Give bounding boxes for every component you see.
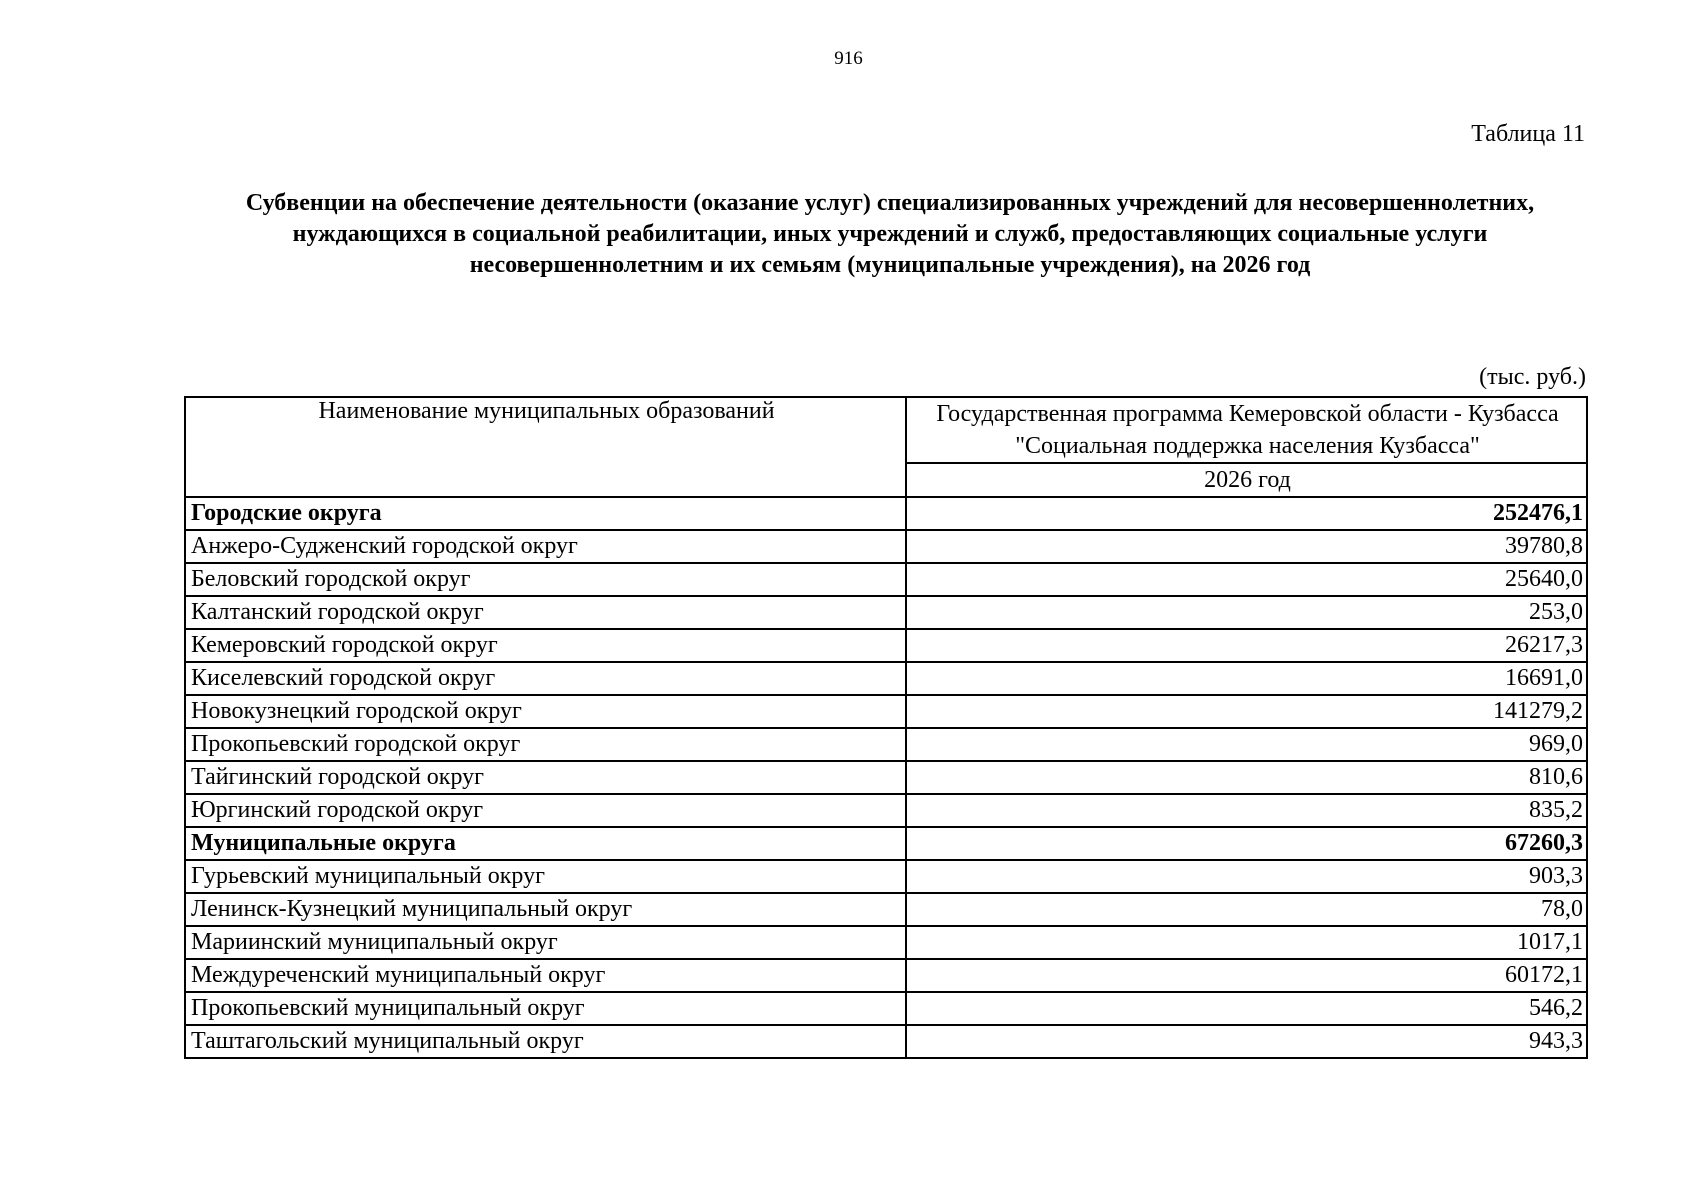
municipality-name-cell: Беловский городской округ bbox=[185, 563, 906, 596]
table-row bbox=[185, 794, 1587, 827]
table-row bbox=[185, 761, 1587, 794]
municipality-name-cell: Гурьевский муниципальный округ bbox=[185, 860, 906, 893]
municipality-name-cell: Кемеровский городской округ bbox=[185, 629, 906, 662]
subvention-table bbox=[184, 396, 1588, 1059]
table-row bbox=[185, 563, 1587, 596]
table-row bbox=[185, 992, 1587, 1025]
amount-cell: 252476,1 bbox=[906, 497, 1587, 530]
page-number: 916 bbox=[834, 48, 863, 69]
municipality-name-cell: Таштагольский муниципальный округ bbox=[185, 1025, 906, 1058]
table-row bbox=[185, 695, 1587, 728]
table-group-row bbox=[185, 497, 1587, 530]
amount-cell: 67260,3 bbox=[906, 827, 1587, 860]
municipality-name-cell: Муниципальные округа bbox=[185, 827, 906, 860]
table-header bbox=[185, 397, 1587, 497]
municipality-name-cell: Прокопьевский городской округ bbox=[185, 728, 906, 761]
amount-cell: 810,6 bbox=[906, 761, 1587, 794]
amount-cell: 25640,0 bbox=[906, 563, 1587, 596]
table-group-row bbox=[185, 827, 1587, 860]
municipality-name-cell: Междуреченский муниципальный округ bbox=[185, 959, 906, 992]
amount-cell: 835,2 bbox=[906, 794, 1587, 827]
table-row bbox=[185, 596, 1587, 629]
header-state-program: Государственная программа Кемеровской области - Кузбасса "Социальная поддержка населения Кузбасса" bbox=[906, 397, 1587, 463]
amount-cell: 78,0 bbox=[906, 893, 1587, 926]
units-label: (тыс. руб.) bbox=[1479, 364, 1586, 390]
table-row bbox=[185, 860, 1587, 893]
table-row bbox=[185, 926, 1587, 959]
table-row bbox=[185, 662, 1587, 695]
municipality-name-cell: Новокузнецкий городской округ bbox=[185, 695, 906, 728]
table-row bbox=[185, 959, 1587, 992]
amount-cell: 16691,0 bbox=[906, 662, 1587, 695]
header-year: 2026 год bbox=[906, 463, 1587, 497]
amount-cell: 943,3 bbox=[906, 1025, 1587, 1058]
municipality-name-cell: Калтанский городской округ bbox=[185, 596, 906, 629]
amount-cell: 39780,8 bbox=[906, 530, 1587, 563]
header-municipality-name: Наименование муниципальных образований bbox=[185, 397, 906, 497]
amount-cell: 60172,1 bbox=[906, 959, 1587, 992]
amount-cell: 141279,2 bbox=[906, 695, 1587, 728]
table-label: Таблица 11 bbox=[1471, 121, 1585, 147]
table-row bbox=[185, 530, 1587, 563]
municipality-name-cell: Тайгинский городской округ bbox=[185, 761, 906, 794]
amount-cell: 1017,1 bbox=[906, 926, 1587, 959]
amount-cell: 903,3 bbox=[906, 860, 1587, 893]
municipality-name-cell: Киселевский городской округ bbox=[185, 662, 906, 695]
municipality-name-cell: Ленинск-Кузнецкий муниципальный округ bbox=[185, 893, 906, 926]
amount-cell: 969,0 bbox=[906, 728, 1587, 761]
table-row bbox=[185, 629, 1587, 662]
amount-cell: 546,2 bbox=[906, 992, 1587, 1025]
table-row bbox=[185, 893, 1587, 926]
amount-cell: 253,0 bbox=[906, 596, 1587, 629]
municipality-name-cell: Юргинский городской округ bbox=[185, 794, 906, 827]
municipality-name-cell: Мариинский муниципальный округ bbox=[185, 926, 906, 959]
document-title: Субвенции на обеспечение деятельности (оказание услуг) специализированных учреждений для несовершеннолетних, нуждающихся в социальной реабилитации, иных учреждений и служб, предоставляющих социальные услуги несовершеннолетним и их семьям (муниципальные учреждения), на 2026 год bbox=[245, 190, 1535, 278]
table-body bbox=[185, 497, 1587, 1058]
municipality-name-cell: Прокопьевский муниципальный округ bbox=[185, 992, 906, 1025]
table-row bbox=[185, 1025, 1587, 1058]
amount-cell: 26217,3 bbox=[906, 629, 1587, 662]
table-row bbox=[185, 728, 1587, 761]
municipality-name-cell: Анжеро-Судженский городской округ bbox=[185, 530, 906, 563]
municipality-name-cell: Городские округа bbox=[185, 497, 906, 530]
